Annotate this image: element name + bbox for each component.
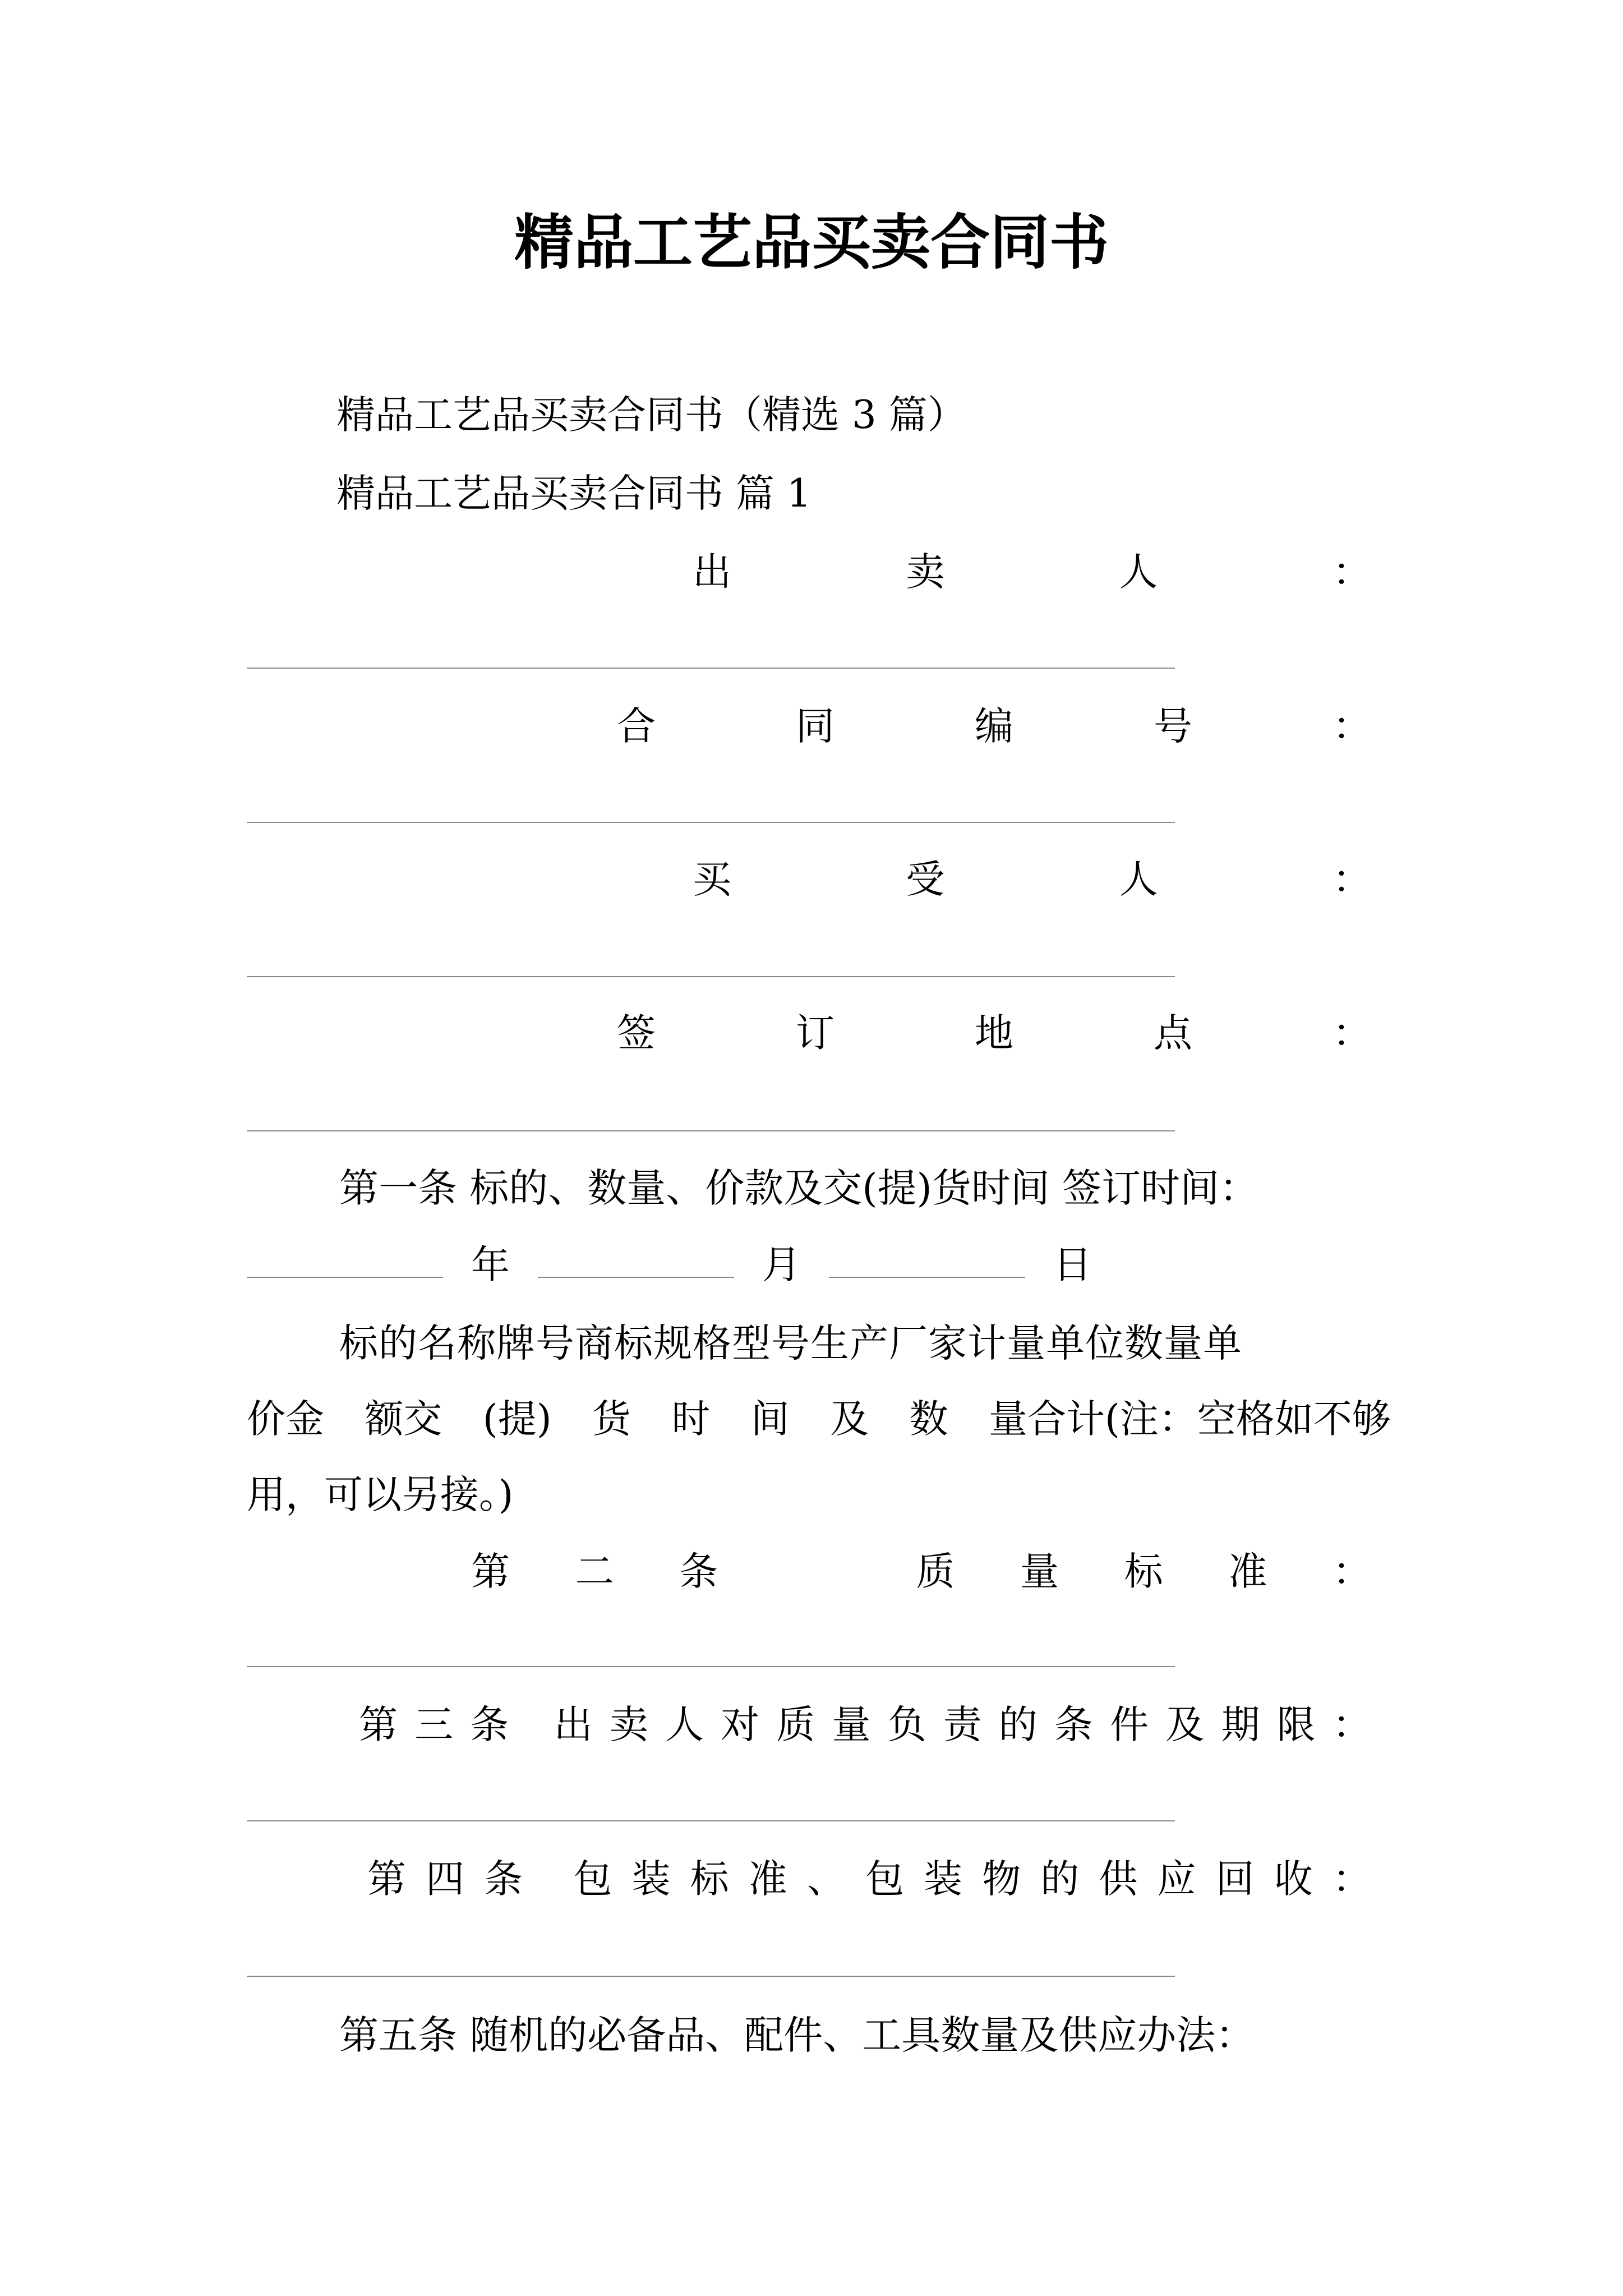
- table-note-seg: 时: [671, 1397, 711, 1442]
- article-4-char: 准: [748, 1857, 787, 1902]
- buyer-char: 买: [693, 857, 731, 902]
- article-3-char: 及: [1165, 1703, 1205, 1747]
- table-note-line-1: 标的名称牌号商标规格型号生产厂家计量单位数量单: [339, 1321, 1242, 1366]
- article-4-colon: ：: [1332, 1857, 1371, 1902]
- table-note-seg: (提): [482, 1397, 552, 1442]
- table-note-seg: 数: [909, 1397, 948, 1442]
- year-blank[interactable]: [247, 1242, 443, 1278]
- sign-place-blank-line[interactable]: [247, 1130, 1175, 1131]
- contract-no-char: 号: [1154, 704, 1192, 749]
- article-2-char: 标: [1124, 1549, 1163, 1594]
- article-3-char: 负: [887, 1703, 926, 1747]
- table-note-seg: 价金: [247, 1397, 324, 1442]
- contract-no-field-label: [617, 698, 1371, 754]
- article-4-char: 包: [865, 1857, 904, 1902]
- article-2-colon: ：: [1332, 1549, 1371, 1594]
- seller-char: 出: [693, 550, 731, 595]
- contract-no-char: 编: [975, 704, 1013, 749]
- article-3-char: 条: [470, 1703, 509, 1747]
- article-5-text: 第五条 随机的必备品、配件、工具数量及供应办法：: [339, 2012, 1255, 2058]
- contract-no-char: 合: [617, 704, 656, 749]
- article-4-blank-line[interactable]: [247, 1976, 1175, 1977]
- article-3-char: 第: [359, 1703, 398, 1747]
- article-4-char: 装: [924, 1857, 963, 1902]
- article-4-char: 包: [573, 1857, 612, 1902]
- article-3-char: 件: [1110, 1703, 1149, 1747]
- article-4-heading: [367, 1851, 1371, 1907]
- document-title: 精品工艺品买卖合同书: [514, 207, 1109, 277]
- article-4-char: 装: [631, 1857, 671, 1902]
- article-3-blank-line[interactable]: [247, 1820, 1175, 1821]
- article-4-char: 条: [484, 1857, 523, 1902]
- buyer-char: 人: [1119, 857, 1158, 902]
- sign-place-char: 订: [796, 1011, 834, 1056]
- seller-char: 人: [1119, 550, 1158, 595]
- article-2-char: 第: [471, 1549, 510, 1594]
- article-3-char: 责: [943, 1703, 982, 1747]
- sign-place-char: 地: [975, 1011, 1013, 1056]
- article-4-char: 应: [1157, 1857, 1196, 1902]
- article-4-char: 四: [426, 1857, 465, 1902]
- table-note-seg: 间: [750, 1397, 790, 1442]
- table-note-seg: 货: [592, 1397, 631, 1442]
- table-note-line-2: [247, 1391, 1391, 1447]
- article-4-char: 的: [1040, 1857, 1080, 1902]
- article-3-char: 卖: [609, 1703, 648, 1747]
- article-3-colon: ：: [1332, 1703, 1371, 1747]
- table-note-seg: 量合计(注：空格如不够: [988, 1397, 1391, 1442]
- seller-blank-line[interactable]: [247, 668, 1175, 669]
- article-2-char: 条: [679, 1549, 718, 1594]
- article-3-char: 量: [832, 1703, 871, 1747]
- table-note-line-3: 用，可以另接。): [247, 1473, 514, 1517]
- article-3-char: 期: [1221, 1703, 1260, 1747]
- day-blank[interactable]: [829, 1242, 1025, 1278]
- sign-place-char: 签: [617, 1011, 656, 1056]
- document-subtitle: 精品工艺品买卖合同书（精选 3 篇）: [336, 393, 966, 438]
- article-3-char: 对: [721, 1703, 760, 1747]
- article-3-char: 限: [1276, 1703, 1316, 1747]
- table-note-seg: 额交: [365, 1397, 442, 1442]
- seller-char: 卖: [906, 550, 945, 595]
- article-4-char: 、: [806, 1857, 846, 1902]
- article-2-char: 二: [575, 1549, 614, 1594]
- article-3-char: 人: [665, 1703, 704, 1747]
- article-4-char: 收: [1274, 1857, 1313, 1902]
- buyer-char: 受: [906, 857, 945, 902]
- article-4-char: 供: [1099, 1857, 1138, 1902]
- contract-no-blank-line[interactable]: [247, 822, 1175, 823]
- contract-no-char: 同: [796, 704, 834, 749]
- article-3-char: 的: [998, 1703, 1038, 1747]
- buyer-blank-line[interactable]: [247, 976, 1175, 977]
- month-label: 月: [762, 1243, 801, 1287]
- seller-colon: ：: [1332, 550, 1371, 595]
- contract-no-colon: ：: [1332, 704, 1371, 749]
- article-3-char: 三: [414, 1703, 454, 1747]
- day-label: 日: [1053, 1243, 1092, 1287]
- article-3-char: 质: [776, 1703, 815, 1747]
- article-3-heading: [359, 1697, 1371, 1753]
- article-2-blank-line[interactable]: [247, 1666, 1175, 1667]
- article-3-char: 出: [554, 1703, 593, 1747]
- sign-date-row: [247, 1237, 1120, 1293]
- article-4-char: 回: [1215, 1857, 1255, 1902]
- article-2-char: 质: [916, 1549, 955, 1594]
- article-3-char: 条: [1054, 1703, 1094, 1747]
- article-4-char: 标: [690, 1857, 729, 1902]
- article-1-text: 第一条 标的、数量、价款及交(提)货时间 签订时间：: [339, 1165, 1259, 1211]
- article-2-char: 量: [1020, 1549, 1059, 1594]
- seller-field-label: [693, 544, 1371, 600]
- table-note-seg: 及: [830, 1397, 869, 1442]
- buyer-field-label: [693, 852, 1371, 908]
- section-heading: 精品工艺品买卖合同书 篇 1: [336, 471, 811, 516]
- article-4-char: 第: [367, 1857, 406, 1902]
- article-2-char: 准: [1228, 1549, 1267, 1594]
- article-4-char: 物: [982, 1857, 1021, 1902]
- sign-place-colon: ：: [1332, 1011, 1371, 1056]
- sign-place-field-label: [617, 1005, 1371, 1061]
- article-2-heading: [471, 1544, 1371, 1600]
- year-label: 年: [471, 1243, 510, 1287]
- sign-place-char: 点: [1154, 1011, 1192, 1056]
- month-blank[interactable]: [538, 1242, 734, 1278]
- buyer-colon: ：: [1332, 857, 1371, 902]
